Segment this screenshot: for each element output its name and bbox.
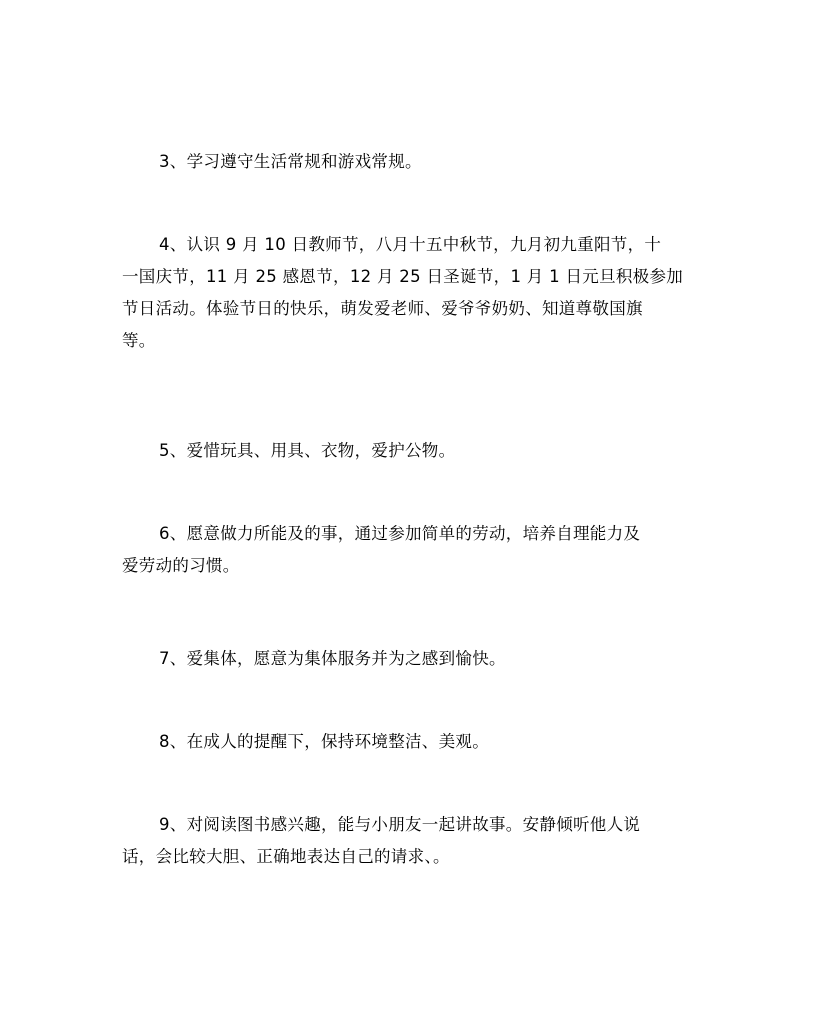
paragraph-line: 9、对阅读图书感兴趣，能与小朋友一起讲故事。安静倾听他人说 — [159, 815, 641, 834]
paragraph-line: 5、爱惜玩具、用具、衣物，爱护公物。 — [159, 441, 456, 460]
paragraph-4 — [122, 229, 697, 357]
paragraph-line: 6、愿意做力所能及的事，通过参加简单的劳动，培养自理能力及 — [159, 524, 641, 543]
paragraph-line: 爱劳动的习惯。 — [122, 556, 240, 575]
paragraph-8 — [122, 726, 697, 758]
paragraph-5 — [122, 435, 697, 467]
paragraph-9 — [122, 809, 697, 873]
paragraph-line: 3、学习遵守生活常规和游戏常规。 — [159, 152, 422, 171]
paragraph-6 — [122, 518, 697, 582]
paragraph-line: 4、认识 9 月 10 日教师节，八月十五中秋节，九月初九重阳节，十 — [159, 235, 662, 254]
paragraph-line: 话，会比较大胆、正确地表达自己的请求、。 — [122, 847, 450, 866]
paragraph-line: 节日活动。体验节日的快乐，萌发爱老师、爱爷爷奶奶、知道尊敬国旗 — [122, 299, 643, 318]
paragraph-3 — [122, 146, 697, 178]
paragraph-line: 一国庆节，11 月 25 感恩节，12 月 25 日圣诞节，1 月 1 日元旦积极参加 — [122, 267, 684, 286]
paragraph-line: 7、爱集体，愿意为集体服务并为之感到愉快。 — [159, 649, 506, 668]
paragraph-7 — [122, 643, 697, 675]
paragraph-line: 8、在成人的提醒下，保持环境整洁、美观。 — [159, 732, 489, 751]
paragraph-line: 等。 — [122, 331, 156, 350]
